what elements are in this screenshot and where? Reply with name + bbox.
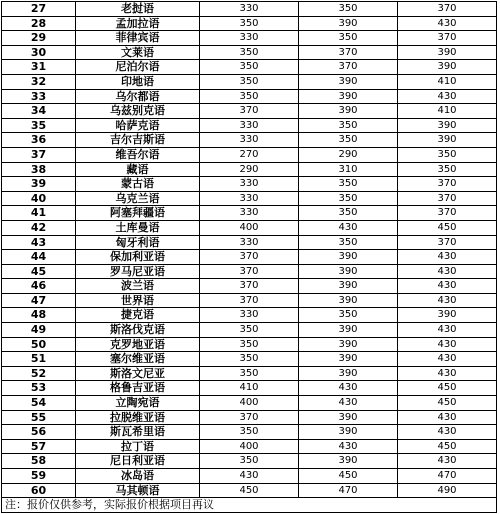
- price-tier-2-cell: 350: [299, 191, 398, 206]
- price-tier-1-cell: 430: [200, 469, 299, 484]
- language-name-cell: 冰岛语: [76, 469, 200, 484]
- price-tier-2-cell: 390: [299, 337, 398, 352]
- table-row: [2, 206, 497, 221]
- price-tier-3-cell: 390: [398, 118, 497, 133]
- row-number-cell: 55: [2, 410, 76, 425]
- price-tier-1-cell: 350: [200, 16, 299, 31]
- price-tier-2-cell: 350: [299, 2, 398, 17]
- price-tier-3-cell: 370: [398, 31, 497, 46]
- language-name-cell: 世界语: [76, 293, 200, 308]
- language-name-cell: 印地语: [76, 74, 200, 89]
- row-number-cell: 35: [2, 118, 76, 133]
- price-tier-1-cell: 330: [200, 235, 299, 250]
- row-number-cell: 56: [2, 425, 76, 440]
- row-number-cell: 59: [2, 469, 76, 484]
- price-tier-1-cell: 410: [200, 381, 299, 396]
- row-number-cell: 37: [2, 147, 76, 162]
- price-tier-2-cell: 350: [299, 206, 398, 221]
- row-number-cell: 49: [2, 323, 76, 338]
- price-tier-3-cell: 430: [398, 366, 497, 381]
- row-number-cell: 52: [2, 366, 76, 381]
- language-name-cell: 藏语: [76, 162, 200, 177]
- row-number-cell: 43: [2, 235, 76, 250]
- row-number-cell: 54: [2, 396, 76, 411]
- row-number-cell: 51: [2, 352, 76, 367]
- language-name-cell: 立陶宛语: [76, 396, 200, 411]
- price-tier-3-cell: 410: [398, 104, 497, 119]
- price-tier-2-cell: 290: [299, 147, 398, 162]
- price-tier-3-cell: 430: [398, 264, 497, 279]
- table-row: [2, 16, 497, 31]
- price-tier-3-cell: 370: [398, 2, 497, 17]
- language-name-cell: 哈萨克语: [76, 118, 200, 133]
- price-tier-2-cell: 390: [299, 89, 398, 104]
- table-row: [2, 74, 497, 89]
- table-row: [2, 308, 497, 323]
- language-name-cell: 拉丁语: [76, 439, 200, 454]
- row-number-cell: 39: [2, 177, 76, 192]
- language-name-cell: 捷克语: [76, 308, 200, 323]
- table-row: [2, 2, 497, 17]
- price-tier-1-cell: 370: [200, 410, 299, 425]
- price-tier-3-cell: 430: [398, 293, 497, 308]
- price-tier-3-cell: 350: [398, 162, 497, 177]
- table-row: [2, 250, 497, 265]
- table-row: [2, 118, 497, 133]
- price-tier-3-cell: 390: [398, 45, 497, 60]
- price-tier-2-cell: 390: [299, 425, 398, 440]
- table-row: [2, 60, 497, 75]
- table-row: [2, 323, 497, 338]
- price-tier-3-cell: 430: [398, 337, 497, 352]
- price-tier-2-cell: 310: [299, 162, 398, 177]
- table-row: [2, 381, 497, 396]
- price-tier-3-cell: 430: [398, 323, 497, 338]
- language-name-cell: 尼泊尔语: [76, 60, 200, 75]
- price-tier-2-cell: 390: [299, 250, 398, 265]
- price-tier-1-cell: 350: [200, 45, 299, 60]
- language-name-cell: 格鲁吉亚语: [76, 381, 200, 396]
- price-tier-1-cell: 330: [200, 191, 299, 206]
- row-number-cell: 57: [2, 439, 76, 454]
- language-name-cell: 克罗地亚语: [76, 337, 200, 352]
- price-tier-1-cell: 350: [200, 425, 299, 440]
- price-tier-3-cell: 390: [398, 133, 497, 148]
- table-row: [2, 177, 497, 192]
- price-tier-1-cell: 330: [200, 31, 299, 46]
- table-note: 注：报价仅供参考，实际报价根据项目再议: [2, 498, 497, 513]
- table-note-row: [2, 498, 497, 513]
- price-tier-2-cell: 430: [299, 396, 398, 411]
- price-tier-1-cell: 330: [200, 177, 299, 192]
- price-tier-2-cell: 350: [299, 235, 398, 250]
- language-name-cell: 波兰语: [76, 279, 200, 294]
- price-tier-1-cell: 270: [200, 147, 299, 162]
- price-tier-3-cell: 450: [398, 396, 497, 411]
- price-tier-2-cell: 390: [299, 293, 398, 308]
- price-tier-1-cell: 350: [200, 337, 299, 352]
- table-row: [2, 396, 497, 411]
- price-tier-2-cell: 350: [299, 308, 398, 323]
- price-tier-2-cell: 390: [299, 104, 398, 119]
- row-number-cell: 40: [2, 191, 76, 206]
- price-tier-2-cell: 350: [299, 31, 398, 46]
- table-row: [2, 235, 497, 250]
- table-row: [2, 439, 497, 454]
- row-number-cell: 41: [2, 206, 76, 221]
- table-row: [2, 191, 497, 206]
- price-tier-1-cell: 370: [200, 279, 299, 294]
- price-tier-1-cell: 330: [200, 206, 299, 221]
- price-tier-3-cell: 450: [398, 439, 497, 454]
- price-tier-2-cell: 390: [299, 279, 398, 294]
- language-name-cell: 乌尔都语: [76, 89, 200, 104]
- price-tier-3-cell: 390: [398, 308, 497, 323]
- price-tier-1-cell: 350: [200, 89, 299, 104]
- language-name-cell: 罗马尼亚语: [76, 264, 200, 279]
- price-tier-2-cell: 430: [299, 220, 398, 235]
- price-tier-3-cell: 430: [398, 425, 497, 440]
- price-tier-1-cell: 350: [200, 74, 299, 89]
- row-number-cell: 42: [2, 220, 76, 235]
- table-row: [2, 454, 497, 469]
- price-tier-1-cell: 350: [200, 323, 299, 338]
- price-tier-2-cell: 370: [299, 45, 398, 60]
- price-tier-2-cell: 350: [299, 133, 398, 148]
- language-name-cell: 马其顿语: [76, 483, 200, 498]
- price-tier-1-cell: 330: [200, 2, 299, 17]
- price-tier-3-cell: 370: [398, 235, 497, 250]
- price-tier-2-cell: 390: [299, 366, 398, 381]
- price-tier-1-cell: 350: [200, 60, 299, 75]
- price-tier-1-cell: 400: [200, 220, 299, 235]
- price-tier-1-cell: 350: [200, 454, 299, 469]
- price-tier-3-cell: 370: [398, 191, 497, 206]
- price-tier-3-cell: 450: [398, 381, 497, 396]
- row-number-cell: 50: [2, 337, 76, 352]
- price-tier-3-cell: 430: [398, 352, 497, 367]
- row-number-cell: 28: [2, 16, 76, 31]
- price-tier-1-cell: 350: [200, 352, 299, 367]
- language-name-cell: 孟加拉语: [76, 16, 200, 31]
- table-row: [2, 469, 497, 484]
- language-name-cell: 斯洛文尼亚: [76, 366, 200, 381]
- row-number-cell: 32: [2, 74, 76, 89]
- table-row: [2, 220, 497, 235]
- price-tier-3-cell: 370: [398, 206, 497, 221]
- row-number-cell: 44: [2, 250, 76, 265]
- price-tier-2-cell: 430: [299, 439, 398, 454]
- price-tier-3-cell: 410: [398, 74, 497, 89]
- language-name-cell: 匈牙利语: [76, 235, 200, 250]
- price-tier-2-cell: 370: [299, 60, 398, 75]
- price-tier-2-cell: 390: [299, 454, 398, 469]
- table-row: [2, 279, 497, 294]
- row-number-cell: 27: [2, 2, 76, 17]
- table-row: [2, 133, 497, 148]
- price-tier-3-cell: 350: [398, 147, 497, 162]
- language-name-cell: 老挝语: [76, 2, 200, 17]
- price-tier-1-cell: 400: [200, 396, 299, 411]
- table-row: [2, 337, 497, 352]
- row-number-cell: 48: [2, 308, 76, 323]
- price-tier-3-cell: 430: [398, 279, 497, 294]
- price-tier-2-cell: 350: [299, 177, 398, 192]
- price-tier-3-cell: 430: [398, 410, 497, 425]
- price-tier-2-cell: 350: [299, 118, 398, 133]
- row-number-cell: 36: [2, 133, 76, 148]
- price-tier-3-cell: 370: [398, 177, 497, 192]
- price-tier-1-cell: 330: [200, 118, 299, 133]
- language-name-cell: 拉脱维亚语: [76, 410, 200, 425]
- price-tier-2-cell: 390: [299, 352, 398, 367]
- price-tier-1-cell: 450: [200, 483, 299, 498]
- row-number-cell: 33: [2, 89, 76, 104]
- table-row: [2, 410, 497, 425]
- price-tier-1-cell: 370: [200, 264, 299, 279]
- price-tier-3-cell: 470: [398, 469, 497, 484]
- language-name-cell: 文莱语: [76, 45, 200, 60]
- price-tier-3-cell: 430: [398, 454, 497, 469]
- row-number-cell: 45: [2, 264, 76, 279]
- price-tier-3-cell: 490: [398, 483, 497, 498]
- table-row: [2, 425, 497, 440]
- table-row: [2, 89, 497, 104]
- row-number-cell: 30: [2, 45, 76, 60]
- table-row: [2, 45, 497, 60]
- price-tier-3-cell: 430: [398, 89, 497, 104]
- language-name-cell: 菲律宾语: [76, 31, 200, 46]
- language-name-cell: 维吾尔语: [76, 147, 200, 162]
- row-number-cell: 60: [2, 483, 76, 498]
- price-tier-2-cell: 390: [299, 264, 398, 279]
- table-row: [2, 293, 497, 308]
- table-row: [2, 147, 497, 162]
- price-tier-1-cell: 290: [200, 162, 299, 177]
- language-name-cell: 尼日利亚语: [76, 454, 200, 469]
- language-name-cell: 斯瓦希里语: [76, 425, 200, 440]
- price-tier-1-cell: 330: [200, 133, 299, 148]
- price-tier-1-cell: 370: [200, 250, 299, 265]
- row-number-cell: 29: [2, 31, 76, 46]
- price-tier-2-cell: 390: [299, 410, 398, 425]
- row-number-cell: 53: [2, 381, 76, 396]
- price-tier-1-cell: 350: [200, 366, 299, 381]
- row-number-cell: 34: [2, 104, 76, 119]
- price-tier-1-cell: 400: [200, 439, 299, 454]
- price-tier-3-cell: 430: [398, 16, 497, 31]
- language-name-cell: 土库曼语: [76, 220, 200, 235]
- price-tier-1-cell: 370: [200, 104, 299, 119]
- language-name-cell: 保加利亚语: [76, 250, 200, 265]
- price-table: [1, 1, 497, 513]
- price-tier-2-cell: 450: [299, 469, 398, 484]
- price-tier-1-cell: 370: [200, 293, 299, 308]
- language-name-cell: 斯洛伐克语: [76, 323, 200, 338]
- price-table-body: [2, 2, 497, 513]
- row-number-cell: 46: [2, 279, 76, 294]
- price-tier-1-cell: 330: [200, 308, 299, 323]
- language-name-cell: 阿塞拜疆语: [76, 206, 200, 221]
- table-row: [2, 483, 497, 498]
- table-row: [2, 352, 497, 367]
- price-tier-2-cell: 390: [299, 323, 398, 338]
- language-name-cell: 吉尔吉斯语: [76, 133, 200, 148]
- table-row: [2, 264, 497, 279]
- row-number-cell: 31: [2, 60, 76, 75]
- row-number-cell: 58: [2, 454, 76, 469]
- language-name-cell: 蒙古语: [76, 177, 200, 192]
- price-tier-3-cell: 450: [398, 220, 497, 235]
- price-tier-2-cell: 430: [299, 381, 398, 396]
- language-name-cell: 乌兹别克语: [76, 104, 200, 119]
- row-number-cell: 38: [2, 162, 76, 177]
- price-tier-2-cell: 390: [299, 16, 398, 31]
- price-tier-3-cell: 430: [398, 250, 497, 265]
- price-tier-2-cell: 390: [299, 74, 398, 89]
- price-tier-3-cell: 390: [398, 60, 497, 75]
- language-name-cell: 塞尔维亚语: [76, 352, 200, 367]
- table-row: [2, 162, 497, 177]
- language-name-cell: 乌克兰语: [76, 191, 200, 206]
- table-row: [2, 104, 497, 119]
- row-number-cell: 47: [2, 293, 76, 308]
- table-row: [2, 366, 497, 381]
- table-row: [2, 31, 497, 46]
- price-tier-2-cell: 470: [299, 483, 398, 498]
